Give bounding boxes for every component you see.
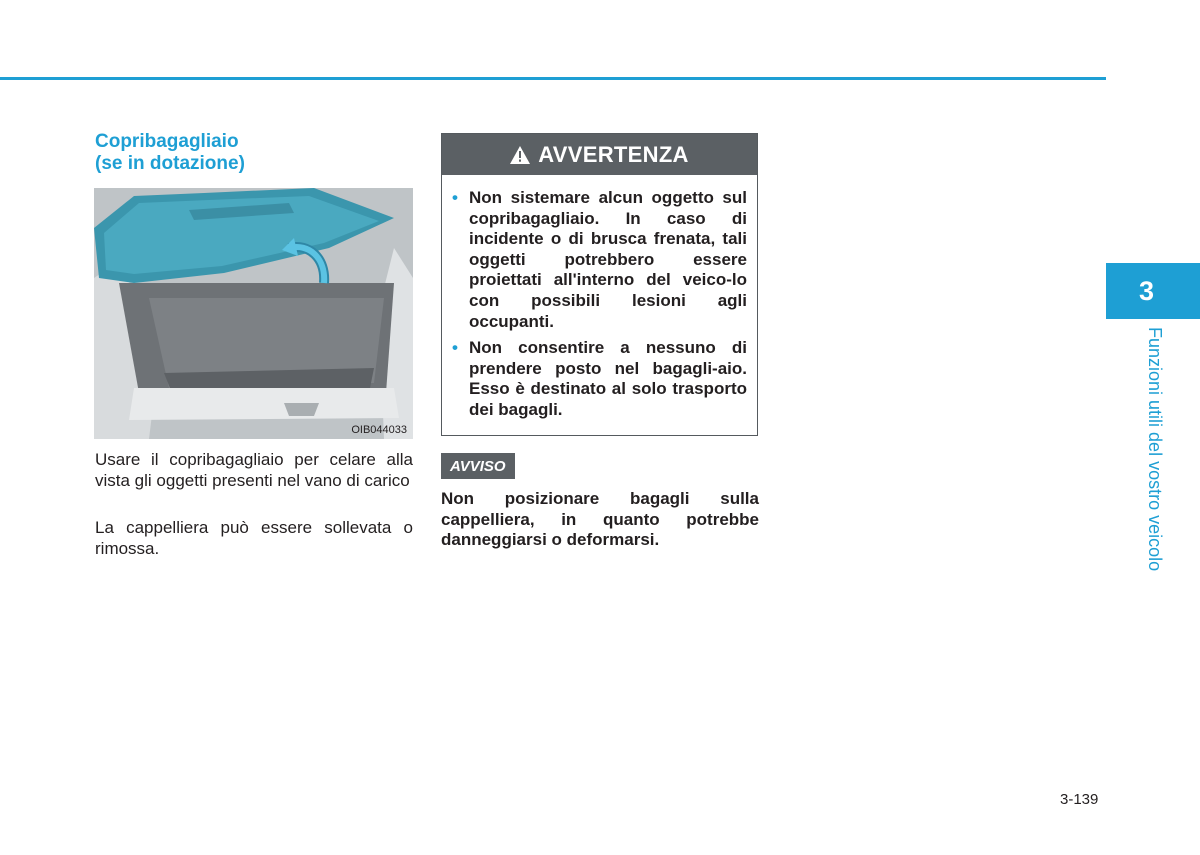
chapter-title: Funzioni utili del vostro veicolo bbox=[1145, 327, 1165, 572]
warning-heading: AVVERTENZA bbox=[538, 141, 689, 167]
notice-text: Non posizionare bagagli sulla cappelliera, in quanto potrebbe danneggiarsi o deformarsi. bbox=[441, 489, 759, 549]
warning-item-text: Non sistemare alcun oggetto sul copribagagliaio. In caso di incidente o di brusca frenata, tali oggetti potrebbero essere proiettati all'interno del veico-lo con possibili lesioni agli occupanti. bbox=[469, 188, 747, 331]
header-rule bbox=[0, 77, 1106, 80]
warning-item bbox=[452, 338, 747, 420]
bullet-icon: • bbox=[452, 338, 458, 358]
section-title-line2: (se in dotazione) bbox=[95, 153, 245, 174]
body-paragraph-2: La cappelliera può essere sollevata o rimossa. bbox=[95, 518, 413, 558]
warning-item bbox=[452, 188, 747, 332]
chapter-number: 3 bbox=[1139, 275, 1155, 306]
section-title bbox=[95, 131, 415, 175]
section-title-line1: Copribagagliaio bbox=[95, 131, 239, 152]
trunk-cover-illustration bbox=[94, 188, 413, 439]
warning-header bbox=[442, 134, 757, 175]
body-paragraph-1: Usare il copribagagliaio per celare alla vista gli oggetti presenti nel vano di carico bbox=[95, 450, 413, 490]
warning-item-text: Non consentire a nessuno di prendere posto nel bagagli-aio. Esso è destinato al solo trasporto dei bagagli. bbox=[469, 338, 747, 419]
notice-tag: AVVISO bbox=[441, 453, 515, 479]
figure-code: OIB044033 bbox=[351, 424, 407, 436]
warning-box bbox=[441, 133, 758, 436]
trunk-illustration-svg bbox=[94, 188, 413, 439]
warning-list bbox=[452, 188, 747, 421]
bullet-icon: • bbox=[452, 188, 458, 207]
page-number: 3-139 bbox=[1060, 791, 1099, 808]
warning-triangle-icon bbox=[510, 146, 530, 164]
chapter-tab bbox=[1106, 263, 1200, 319]
